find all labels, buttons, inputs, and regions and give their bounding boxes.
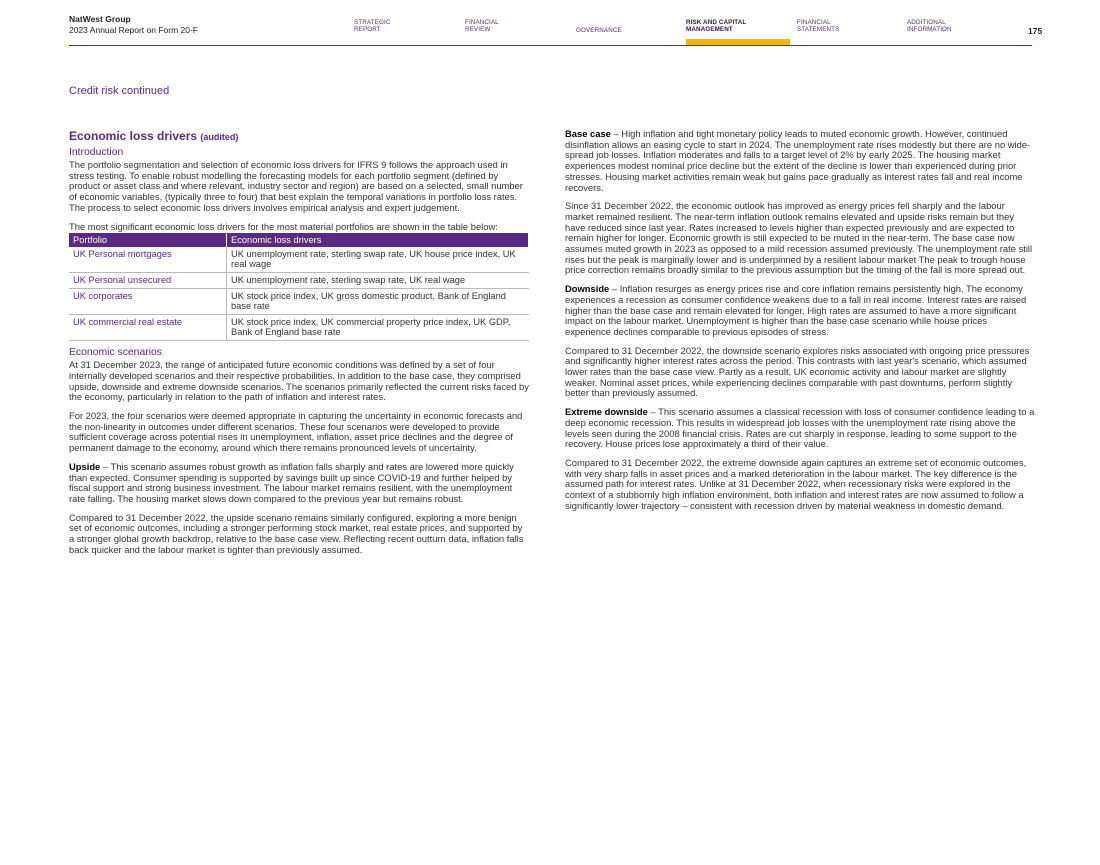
base-case-paragraph-2: Since 31 December 2022, the economic outlook has improved as energy prices fell sharply and the labour market remained resilient. The near-term inflation outlook remains elevated and upside risks remain but they have reduced since last year. Rates increased to levels higher than expected previously and are expected to remain higher for longer. Economic growth is still expected to be muted in the near-term. The base case now assumes muted growth in 2023 as opposed to a mild recession assumed previously. The unemployment rate still rises but the peak is marginally lower and is underpinned by a resilient labour market The peak to trough house price correction remains broadly similar to the previous assumption but the timing of the fall is more spread out.: [565, 200, 1033, 276]
brand: [69, 14, 198, 36]
nav-financial-review[interactable]: FINANCIAL REVIEW: [465, 19, 499, 33]
downside-paragraph-2: Compared to 31 December 2022, the downside scenario explores risks associated with ongoing price pressures and significantly higher interest rates across the period. This contrasts with last year's scenario, which assumed lower rates than the base case view. Partly as a result, UK economic activity and labour market are slightly weaker. Nominal asset prices, while experiencing declines comparable with past downturns, perform slightly better than previously assumed.: [565, 344, 1030, 399]
downside-text: – Inflation resurges as energy prices rise and core inflation remains persistently high. The economy experiences a recession as consumer confidence weakens due to a fall in real income. Interest rates are raised higher than the base case and remain elevated for longer. High rates are assumed to have a more significant impact on the labour market. Unemployment is higher than the base case scenario while house prices experience declines comparable to previous episodes of stress.: [565, 283, 1027, 337]
loss-drivers-table: [69, 233, 529, 341]
table-cell-portfolio: UK corporates: [69, 289, 227, 315]
nav-additional-information[interactable]: ADDITIONAL INFORMATION: [907, 19, 952, 33]
table-row: [69, 289, 529, 315]
upside-text: – This scenario assumes robust growth as inflation falls sharply and rates are lowered more quickly than expected. Consumer spending is supported by savings built up since COVID-19 and further helped by fiscal support and strong business investment. The labour market remains resilient, with the unemployment rate falling. The housing market slows down compared to the previous year but remains robust.: [69, 460, 514, 504]
upside-paragraph-2: Compared to 31 December 2022, the upside scenario remains similarly configured, exploring a more benign set of economic outcomes, including a stronger performing stock market, real estate prices, and supported by a stronger global growth backdrop, relative to the base case view. Reflecting recent outturn data, inflation falls back quicker and the labour market is tighter than previously assumed.: [69, 511, 524, 555]
scenarios-heading: Economic scenarios: [69, 347, 162, 359]
downside-paragraph: [565, 284, 1035, 338]
intro-heading: Introduction: [69, 147, 124, 158]
table-cell-portfolio: UK commercial real estate: [69, 315, 227, 341]
table-cell-drivers: UK unemployment rate, sterling swap rate, UK house price index, UK real wage: [227, 247, 529, 273]
nav-risk-capital-management[interactable]: RISK AND CAPITAL MANAGEMENT: [686, 19, 747, 33]
table-row: [69, 273, 529, 289]
table-cell-drivers: UK stock price index, UK gross domestic product, Bank of England base rate: [227, 289, 529, 315]
table-header-drivers: Economic loss drivers: [227, 233, 529, 247]
extreme-downside-text: – This scenario assumes a classical recession with loss of consumer confidence leading to a deep economic recession. This results in widespread job losses with the unemployment rate rising above the levels seen during the 2008 financial crisis. Rates are cut sharply in response, leading to some support to the recovery. House prices lose approximately a third of their value.: [565, 406, 1035, 450]
page-header: [0, 0, 1100, 46]
table-cell-portfolio: UK Personal mortgages: [69, 247, 227, 273]
left-column: [69, 129, 529, 563]
table-header-portfolio: Portfolio: [69, 233, 227, 247]
section-label: Credit risk continued: [69, 85, 170, 97]
company-name: NatWest Group: [69, 14, 131, 24]
intro-paragraph-1: The portfolio segmentation and selection of economic loss drivers for IFRS 9 follows the approach used in stress testing. To enable robust modelling the forecasting models for each portfolio segment (defined by product or asset class and where relevant, industry sector and region) are based on a selected, small number of economic variables, (typically three to four) that best explain the temporal variations in portfolio loss rates. The process to select economic loss drivers involves empirical analysis and expert judgement.: [69, 159, 523, 213]
nav-strategic-report[interactable]: STRATEGIC REPORT: [354, 19, 391, 33]
header-divider: [69, 45, 1032, 46]
base-case-text: – High inflation and tight monetary policy leads to muted economic growth. However, continued disinflation allows an easing cycle to start in 2024. The unemployment rate rises modestly but there are no wide-spread job losses. Inflation moderates and falls to a target level of 2% by early 2025. The housing market experiences modest nominal price decline but the extent of the decline is lower than experienced during prior stresses. Housing market activities remain weak but gains pace gradually as interest rates fall and real income recovers.: [565, 128, 1031, 193]
nav-governance[interactable]: GOVERNANCE: [576, 27, 622, 34]
section-title-text: Economic loss drivers: [69, 129, 198, 143]
table-cell-drivers: UK unemployment rate, sterling swap rate, UK real wage: [227, 273, 529, 289]
right-column: [565, 129, 1035, 520]
page-number: 175: [1028, 26, 1043, 36]
extreme-downside-paragraph: [565, 407, 1035, 450]
table-cell-drivers: UK stock price index, UK commercial property price index, UK GDP, Bank of England base rate: [227, 315, 529, 341]
scenarios-paragraph-2: For 2023, the four scenarios were deemed appropriate in capturing the uncertainty in economic forecasts and the non-linearity in outcomes under different scenarios. These four scenarios were developed to provide sufficient coverage across potential rises in unemployment, inflation, asset price declines and the degree of permanent damage to the economy, around which there remains pronounced levels of uncertainty.: [69, 410, 523, 454]
table-row: [69, 315, 529, 341]
base-case-lead: Base case: [565, 128, 611, 139]
table-header-row: [69, 233, 529, 247]
table-cell-portfolio: UK Personal unsecured: [69, 273, 227, 289]
downside-lead: Downside: [565, 283, 610, 295]
table-row: [69, 247, 529, 273]
nav-financial-statements[interactable]: FINANCIAL STATEMENTS: [797, 19, 840, 33]
scenarios-paragraph-1: At 31 December 2023, the range of anticipated future economic conditions was defined by a set of four internally developed scenarios and their respective probabilities. In addition to the base case, they comprised upside, downside and extreme downside scenarios. The scenarios primarily reflected the current risks faced by the economy, particularly in relation to the path of inflation and interest rates.: [69, 359, 529, 403]
extreme-downside-lead: Extreme downside: [565, 406, 648, 418]
section-title: [69, 129, 529, 144]
report-title: 2023 Annual Report on Form 20-F: [69, 25, 198, 35]
base-case-paragraph: [565, 129, 1035, 193]
upside-lead: Upside: [69, 460, 101, 472]
upside-paragraph: [69, 462, 529, 505]
extreme-downside-paragraph-2: Compared to 31 December 2022, the extreme downside again captures an extreme set of economic outcomes, with very sharp falls in asset prices and a marked deterioration in the labour market. The key difference is the assumed path for interest rates. Unlike at 31 December 2022, when recessionary risks were explored in the context of a stubbornly high inflation environment, both inflation and interest rates are now assumed to follow a significantly lower trajectory – consistent with recession driven by material weakness in domestic demand.: [565, 456, 1027, 511]
intro-paragraph-2: The most significant economic loss drivers for the most material portfolios are shown in the table below:: [69, 220, 498, 232]
audited-tag: (audited): [200, 132, 239, 142]
